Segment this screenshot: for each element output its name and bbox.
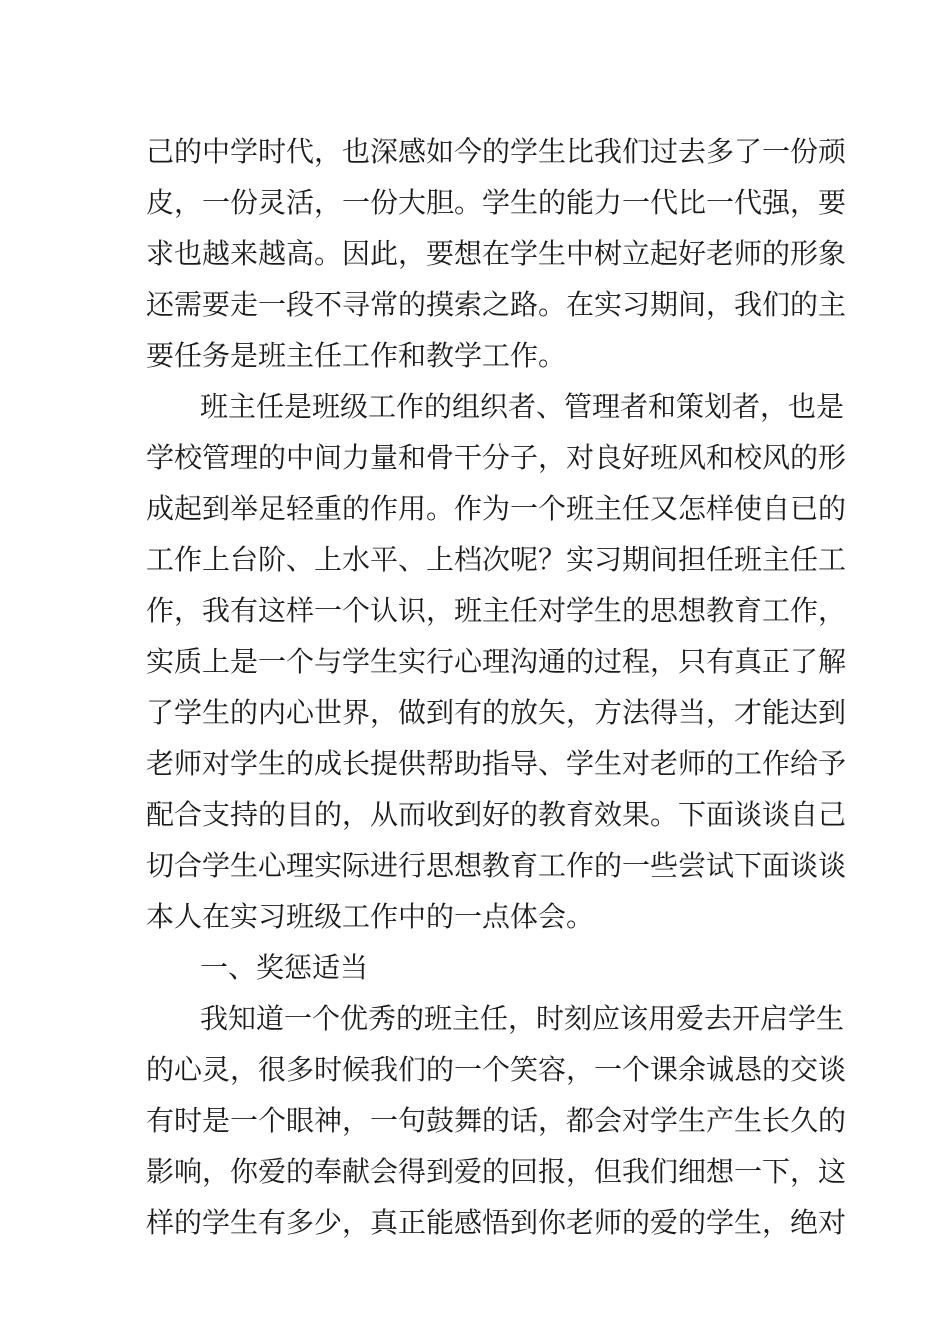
paragraph-line: 我知道一个优秀的班主任，时刻应该用爱去开启学生 <box>200 1002 845 1035</box>
section-heading: 一、奖惩适当 <box>200 951 369 984</box>
paragraph-line: 配合支持的目的，从而收到好的教育效果。下面谈谈自己 <box>146 798 847 831</box>
paragraph-line: 的心灵，很多时候我们的一个笑容，一个课余诚恳的交谈 <box>146 1053 847 1086</box>
paragraph-line: 皮，一份灵活，一份大胆。学生的能力一代比一代强，要 <box>146 186 847 219</box>
paragraph-line: 切合学生心理实际进行思想教育工作的一些尝试下面谈谈 <box>146 849 847 882</box>
paragraph-line: 了学生的内心世界，做到有的放矢，方法得当，才能达到 <box>146 696 847 729</box>
paragraph-line: 本人在实习班级工作中的一点体会。 <box>146 900 595 933</box>
paragraph-line: 求也越来越高。因此，要想在学生中树立起好老师的形象 <box>146 237 847 270</box>
paragraph-line: 还需要走一段不寻常的摸索之路。在实习期间，我们的主 <box>146 288 847 321</box>
paragraph-line: 成起到举足轻重的作用。作为一个班主任又怎样使自已的 <box>146 492 847 525</box>
paragraph-line: 己的中学时代，也深感如今的学生比我们过去多了一份顽 <box>146 135 847 168</box>
paragraph-line: 实质上是一个与学生实行心理沟通的过程，只有真正了解 <box>146 645 847 678</box>
paragraph-line: 有时是一个眼神，一句鼓舞的话，都会对学生产生长久的 <box>146 1104 847 1137</box>
paragraph-line: 影响，你爱的奉献会得到爱的回报，但我们细想一下，这 <box>146 1155 847 1188</box>
paragraph-line: 要任务是班主任工作和教学工作。 <box>146 339 567 372</box>
paragraph-line: 样的学生有多少，真正能感悟到你老师的爱的学生，绝对 <box>146 1206 847 1239</box>
paragraph-line: 班主任是班级工作的组织者、管理者和策划者，也是 <box>200 390 845 423</box>
paragraph-line: 工作上台阶、上水平、上档次呢？实习期间担任班主任工 <box>146 543 847 576</box>
paragraph-line: 老师对学生的成长提供帮助指导、学生对老师的工作给予 <box>146 747 847 780</box>
paragraph-line: 学校管理的中间力量和骨干分子，对良好班风和校风的形 <box>146 441 847 474</box>
paragraph-line: 作，我有这样一个认识，班主任对学生的思想教育工作， <box>146 594 847 627</box>
